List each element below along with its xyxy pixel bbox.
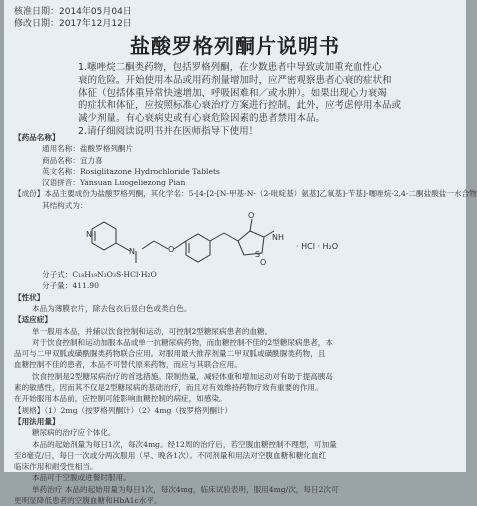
svg-text:· HCl · H₂O: · HCl · H₂O [296, 242, 339, 252]
english-name: 英文名称：Rosiglitazone Hydrochloride Tablets [42, 166, 220, 176]
trade-name: 商品名称：宜力喜 [42, 155, 103, 165]
svg-text:O: O [168, 245, 175, 255]
usage-line: 至8毫克/日，每日一次或分两次服用（早、晚各1次）。不同剂量和用法对空腹血糖和糖化血红 [14, 450, 327, 460]
pinyin-name: 汉语拼音：Yansuan Luogeliezong Pian [42, 178, 186, 188]
molecular-formula: 分子式：C₁₈H₁₉N₃O₃S·HCl·H₂O [42, 270, 157, 280]
revision-date: 修改日期：2017年12月12日 [14, 19, 132, 29]
warning-line: 的症状和体征，应按照标准心衰治疗方案进行控制。此外，应考虑停用本品或 [78, 100, 402, 112]
svg-text:O: O [260, 258, 267, 268]
usage-line: 单药治疗 本品的起始用量为每日1次，每次4mg，临床试验表明，服用4mg/次，每日2次可 [32, 484, 339, 494]
section-drug-name: 【药品名称】 [14, 133, 60, 142]
warning-line: 2.请仔细阅读说明书并在医师指导下使用！ [78, 125, 259, 137]
leaflet-body [14, 132, 477, 506]
page-title: 盐酸罗格列酮片说明书 [130, 34, 340, 58]
section-indications: 【适应症】 [14, 315, 52, 325]
section-specification: 【规格】（1）2mg（按罗格列酮计）（2）4mg（按罗格列酮计） [14, 405, 233, 415]
indication-line: 素的敏感性，因而其不仅是2型糖尿病的基础治疗，而且对有效维持药物疗效有重要的作用。 [14, 383, 323, 393]
svg-text:S: S [255, 250, 261, 260]
warning-line: 减少剂量。有心衰病史或有心衰危险因素的患者禁用本品。 [78, 113, 326, 125]
warning-line: 衰的危险。开始使用本品或用药剂量增加时，应严密观察患者心衰的症状和 [78, 74, 392, 86]
usage-line: 更明显降低患者的空腹血糖和HbA1c水平。 [14, 496, 162, 506]
indication-line: 在开始服用本品前，应控制可能影响血糖控制的病症，如感染。 [14, 394, 227, 404]
indication-line: 品可与二甲双胍或磺酰脲类药物联合应用。对服用最大推荐剂量二甲双胍或磺酰脲类药物，且 [14, 349, 326, 359]
structural-formula [14, 211, 458, 269]
warning-box [78, 62, 438, 139]
svg-text:N: N [129, 247, 135, 257]
indication-line: 单一服用本品，并辅以饮食控制和运动，可控制2型糖尿病患者的血糖。 [32, 326, 273, 336]
revision-dates [14, 6, 132, 30]
indication-line: 饮食控制是2型糖尿病治疗的首选措施。限制热量，减轻体重和增加运动对有助于提高胰岛 [32, 371, 333, 381]
svg-text:NH: NH [272, 233, 284, 243]
warning-line: 体征（包括体重异常快速增加、呼吸困难和／或水肿）。如果出现心力衰竭 [78, 87, 387, 99]
section-usage: 【用法用量】 [14, 416, 60, 426]
instruction-sheet [4, 0, 477, 506]
indication-line: 血糖控制不佳的患者，本品不可替代原来药物，而应与其联合应用。 [14, 360, 242, 370]
character-text: 本品为薄膜衣片，除去包衣后显白色或类白色。 [32, 303, 192, 313]
structure-label: 其结构式为： [42, 200, 88, 210]
generic-name: 通用名称：盐酸罗格列酮片 [42, 144, 134, 154]
molecular-weight: 分子量：411.90 [42, 281, 99, 291]
usage-line: 本品的起始剂量为每日1次，每次4mg。经12周的治疗后，若空腹血糖控制不理想，可加量 [32, 439, 337, 449]
section-character: 【性状】 [14, 292, 45, 302]
section-composition: 【成份】本品主要成份为盐酸罗格列酮，其化学名：5-[4-[2-[N-甲基-N-（2-吡啶基）氨基]乙氧基]-苄基]-噻唑烷-2,4-二酮盐酸盐一水合物 [14, 189, 477, 199]
svg-text:O: O [248, 211, 255, 221]
usage-line: 本品可于空腹或进餐时服用。 [32, 473, 131, 483]
usage-line: 临床作用和耐受性相当。 [14, 462, 98, 472]
usage-line: 糖尿病的治疗应个体化。 [32, 428, 116, 438]
indication-line: 对于饮食控制和运动加服本品或单一抗糖尿病药物，而血糖控制不佳的2型糖尿病患者，本 [32, 337, 333, 347]
structural-formula-image [74, 211, 394, 269]
svg-text:N: N [86, 230, 92, 240]
warning-line: 1.噻唑烷二酮类药物，包括罗格列酮，在少数患者中导致或加重充血性心 [78, 62, 382, 73]
approval-date: 核准日期：2014年05月04日 [14, 7, 132, 17]
